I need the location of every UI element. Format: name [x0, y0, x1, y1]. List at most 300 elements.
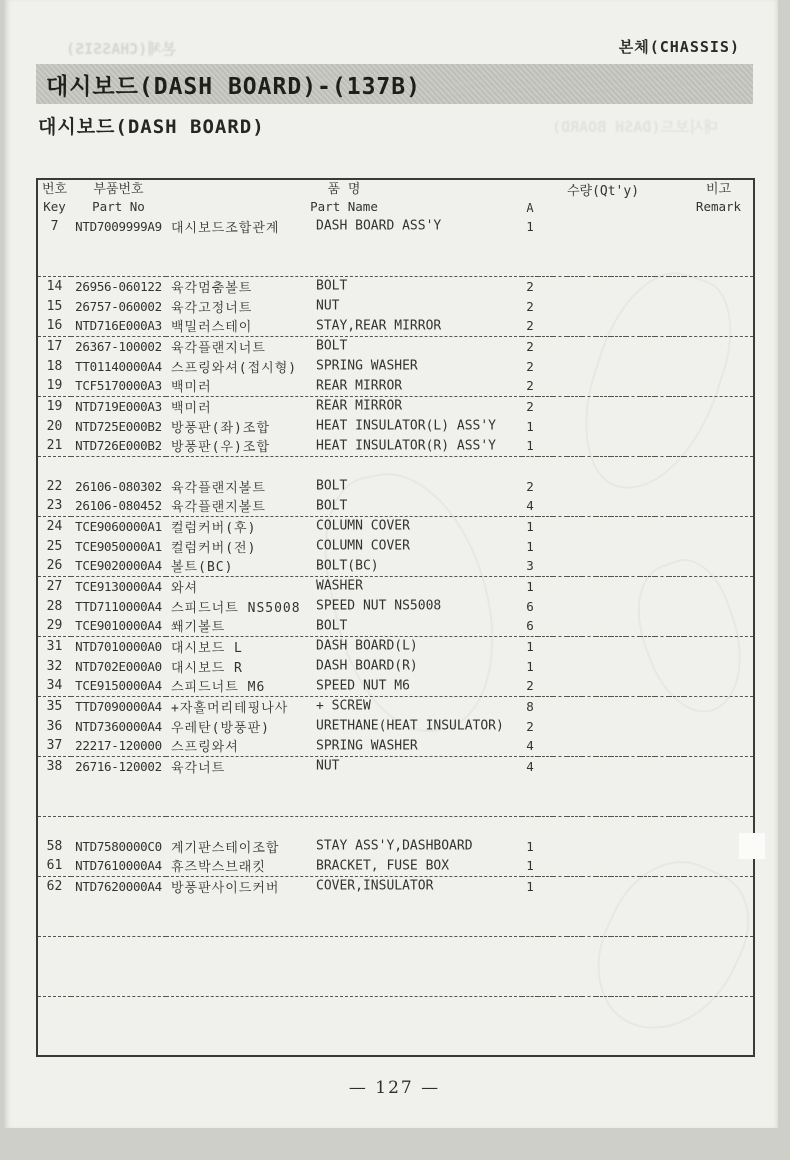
cell-remark	[684, 316, 754, 336]
part-name-english: DASH BOARD(L)	[316, 638, 418, 654]
cell-part-no: NTD7010000A0	[71, 636, 166, 656]
cell-qty-blank	[626, 1036, 641, 1056]
cell-qty-blank	[538, 536, 553, 556]
cell-qty-blank	[640, 636, 655, 656]
cell-qty-blank	[655, 996, 670, 1016]
col-header-part-no-kr: 부품번호	[93, 182, 144, 197]
cell-qty-blank	[655, 316, 670, 336]
cell-remark	[684, 256, 754, 276]
col-header-qty-blank	[553, 199, 568, 216]
cell-qty-blank	[626, 476, 641, 496]
cell-qty-blank	[611, 216, 626, 236]
cell-qty-blank	[640, 736, 655, 756]
cell-qty-a	[522, 956, 538, 976]
cell-qty-blank	[669, 576, 684, 596]
cell-remark	[684, 616, 754, 636]
cell-qty-blank	[669, 1016, 684, 1036]
cell-part-no: TCE9050000A1	[75, 538, 162, 554]
table-row	[37, 536, 754, 556]
cell-qty-blank	[640, 436, 655, 456]
cell-qty-blank	[553, 596, 568, 616]
cell-qty-blank	[626, 836, 641, 856]
cell-qty-blank	[553, 1036, 568, 1056]
cell-key: 27	[37, 576, 71, 596]
cell-qty-blank	[538, 436, 553, 456]
cell-qty-blank	[655, 456, 670, 476]
cell-qty-blank	[640, 576, 655, 596]
cell-qty-blank	[669, 676, 684, 696]
cell-qty-blank	[669, 696, 684, 716]
cell-key: 58	[46, 838, 63, 854]
cell-qty-blank	[582, 836, 597, 856]
cell-key: 15	[46, 298, 63, 314]
cell-part-no: 26956-060122	[71, 276, 166, 296]
cell-qty-blank	[582, 616, 597, 636]
cell-part-name	[166, 536, 522, 556]
cell-qty-blank	[567, 316, 582, 336]
cell-qty-a: 1	[522, 876, 538, 896]
col-header-qty-blank	[640, 199, 655, 216]
cell-qty-blank	[596, 696, 611, 716]
cell-qty-a: 8	[522, 696, 538, 716]
cell-qty-a	[522, 896, 538, 916]
cell-qty-blank	[596, 496, 611, 516]
cell-qty-blank	[640, 276, 655, 296]
cell-qty-blank	[567, 896, 582, 916]
cell-qty-blank	[626, 676, 641, 696]
cell-part-name	[166, 476, 522, 496]
cell-part-no: TCE9060000A1	[71, 516, 166, 536]
cell-qty-blank	[538, 216, 553, 236]
part-name-english: WASHER	[316, 578, 363, 594]
cell-qty-blank	[626, 636, 641, 656]
table-row	[37, 616, 754, 636]
cell-qty-blank	[640, 936, 655, 956]
cell-qty-blank	[611, 796, 626, 816]
cell-qty-blank	[669, 316, 684, 336]
col-header-qty-blank	[567, 199, 582, 216]
scanned-page	[4, 0, 778, 1128]
cell-qty-blank	[553, 656, 568, 676]
cell-qty-blank	[640, 336, 655, 356]
cell-qty-blank	[567, 336, 582, 356]
cell-qty-a	[522, 976, 538, 996]
cell-part-name	[166, 816, 522, 836]
cell-qty-blank	[538, 856, 553, 876]
cell-qty-blank	[655, 636, 670, 656]
cell-qty-blank	[611, 816, 626, 836]
cell-qty-blank	[611, 996, 626, 1016]
cell-qty-blank	[655, 876, 670, 896]
cell-remark	[684, 476, 754, 496]
cell-qty-blank	[626, 736, 641, 756]
cell-key: 28	[46, 598, 63, 614]
cell-part-no: TCE9010000A4	[75, 618, 162, 634]
cell-qty-blank	[611, 576, 626, 596]
cell-qty-blank	[553, 996, 568, 1016]
cell-qty-blank	[655, 936, 670, 956]
cell-qty-blank	[567, 356, 582, 376]
cell-qty-blank	[669, 276, 684, 296]
col-header-remark-kr: 비고	[705, 182, 732, 197]
cell-qty-blank	[626, 496, 641, 516]
cell-key	[37, 456, 71, 476]
cell-qty-blank	[582, 1016, 597, 1036]
cell-part-name	[166, 776, 522, 796]
cell-key: 16	[46, 318, 63, 334]
cell-remark	[684, 776, 754, 796]
cell-part-no: 26367-100002	[71, 336, 166, 356]
cell-qty-blank	[567, 936, 582, 956]
part-name-english: BOLT	[316, 498, 348, 514]
cell-qty-blank	[567, 236, 582, 256]
cell-qty-blank	[626, 876, 641, 896]
cell-remark	[684, 736, 754, 756]
cell-key	[37, 976, 71, 996]
part-name-english: BOLT	[316, 338, 348, 354]
cell-qty-blank	[626, 616, 641, 636]
cell-qty-a: 2	[526, 718, 534, 734]
cell-key	[37, 996, 71, 1016]
cell-part-name	[166, 336, 522, 356]
cell-remark	[684, 756, 754, 776]
cell-remark	[684, 636, 754, 656]
cell-qty-blank	[640, 496, 655, 516]
part-name-korean: 휴즈박스브래킷	[171, 860, 266, 876]
cell-qty-blank	[611, 756, 626, 776]
cell-qty-blank	[669, 836, 684, 856]
cell-qty-blank	[596, 596, 611, 616]
cell-part-name	[166, 916, 522, 936]
cell-qty-a: 4	[526, 498, 534, 514]
table-row	[37, 376, 754, 396]
cell-qty-blank	[567, 636, 582, 656]
cell-remark	[684, 996, 754, 1016]
cell-qty-blank	[611, 616, 626, 636]
cell-qty-blank	[655, 336, 670, 356]
cell-qty-blank	[655, 736, 670, 756]
cell-qty-blank	[538, 836, 553, 856]
cell-qty-a: 1	[526, 418, 534, 434]
cell-qty-blank	[626, 896, 641, 916]
cell-part-name	[166, 656, 522, 676]
cell-part-no	[71, 256, 166, 276]
cell-qty-blank	[553, 216, 568, 236]
cell-qty-blank	[582, 856, 597, 876]
cell-key: 29	[46, 618, 63, 634]
cell-qty-a: 6	[526, 618, 534, 634]
table-row-empty	[37, 976, 754, 996]
cell-qty-blank	[596, 476, 611, 496]
cell-qty-blank	[640, 616, 655, 636]
cell-part-no: TTD7090000A4	[71, 696, 166, 716]
part-name-english: BOLT	[316, 478, 348, 494]
part-name-korean: 컬럼커버(후)	[171, 520, 257, 536]
cell-qty-blank	[553, 976, 568, 996]
cell-qty-blank	[582, 456, 597, 476]
cell-qty-blank	[553, 736, 568, 756]
cell-qty-blank	[553, 756, 568, 776]
col-header-key	[37, 179, 71, 216]
cell-qty-blank	[553, 276, 568, 296]
cell-qty-blank	[611, 256, 626, 276]
col-header-qty-blank	[669, 199, 684, 216]
cell-qty-blank	[582, 356, 597, 376]
table-row-empty	[37, 236, 754, 256]
cell-qty-blank	[669, 716, 684, 736]
cell-qty-blank	[538, 936, 553, 956]
cell-qty-blank	[538, 1036, 553, 1056]
cell-qty-blank	[596, 636, 611, 656]
cell-qty-a: 1	[526, 218, 534, 234]
cell-qty-blank	[669, 356, 684, 376]
cell-qty-a: 6	[526, 598, 534, 614]
cell-qty-blank	[626, 296, 641, 316]
cell-qty-blank	[596, 836, 611, 856]
cell-qty-blank	[538, 256, 553, 276]
col-header-qty-blank	[655, 199, 670, 216]
cell-part-name	[166, 616, 522, 636]
cell-qty-blank	[596, 796, 611, 816]
cell-qty-blank	[611, 516, 626, 536]
cell-qty-blank	[596, 396, 611, 416]
cell-qty-blank	[655, 596, 670, 616]
cell-qty-blank	[596, 876, 611, 896]
part-name-korean: 방풍판(좌)조합	[171, 420, 271, 436]
cell-qty-blank	[626, 956, 641, 976]
table-row	[37, 296, 754, 316]
cell-qty-blank	[626, 796, 641, 816]
page-number: — 127 —	[348, 1078, 441, 1098]
cell-qty-blank	[655, 216, 670, 236]
part-name-english: BRACKET, FUSE BOX	[316, 858, 450, 874]
cell-qty-blank	[582, 516, 597, 536]
col-header-qty-blank	[626, 199, 641, 216]
col-header-remark-en: Remark	[695, 199, 742, 214]
cell-qty-blank	[596, 1036, 611, 1056]
part-name-korean: 육각너트	[171, 760, 226, 776]
cell-qty-blank	[626, 1016, 641, 1036]
cell-qty-blank	[553, 616, 568, 636]
cell-qty-blank	[640, 776, 655, 796]
cell-qty-blank	[567, 376, 582, 396]
cell-qty-blank	[567, 756, 582, 776]
cell-qty-blank	[669, 876, 684, 896]
cell-qty-blank	[611, 316, 626, 336]
cell-qty-blank	[596, 676, 611, 696]
cell-qty-blank	[626, 556, 641, 576]
cell-remark	[684, 716, 754, 736]
cell-qty-blank	[538, 336, 553, 356]
cell-qty-blank	[538, 996, 553, 1016]
cell-qty-blank	[553, 516, 568, 536]
col-header-qty-blank	[611, 199, 626, 216]
cell-part-no: 22217-120000	[75, 738, 162, 754]
part-name-english: NUT	[316, 298, 340, 314]
table-row	[37, 476, 754, 496]
page-title: 대시보드(DASH BOARD)-(137B)	[46, 73, 421, 100]
cell-part-name	[166, 1016, 522, 1036]
cell-qty-blank	[640, 676, 655, 696]
cell-qty-blank	[567, 416, 582, 436]
cell-qty-blank	[582, 436, 597, 456]
cell-qty-blank	[553, 236, 568, 256]
cell-qty-blank	[640, 296, 655, 316]
cell-qty-blank	[582, 496, 597, 516]
cell-qty-blank	[640, 916, 655, 936]
cell-qty-blank	[596, 216, 611, 236]
cell-key: 20	[46, 418, 63, 434]
table-row-empty	[37, 1036, 754, 1056]
cell-key	[37, 896, 71, 916]
cell-qty-blank	[640, 956, 655, 976]
cell-qty-blank	[669, 436, 684, 456]
cell-part-no: 26757-060002	[75, 298, 162, 314]
cell-qty-blank	[611, 436, 626, 456]
table-row	[37, 316, 754, 336]
cell-qty-blank	[538, 576, 553, 596]
cell-key	[37, 256, 71, 276]
cell-key: 32	[46, 658, 63, 674]
part-name-korean: 볼트(BC)	[171, 560, 234, 576]
cell-qty-blank	[553, 536, 568, 556]
cell-remark	[684, 856, 754, 876]
cell-qty-blank	[626, 416, 641, 436]
cell-qty-a: 3	[526, 558, 534, 574]
cell-qty-blank	[669, 336, 684, 356]
cell-qty-blank	[669, 856, 684, 876]
cell-qty-blank	[582, 1036, 597, 1056]
cell-qty-blank	[640, 976, 655, 996]
cell-qty-blank	[596, 1016, 611, 1036]
cell-key: 21	[46, 438, 63, 454]
cell-qty-a: 1	[522, 636, 538, 656]
cell-qty-blank	[538, 756, 553, 776]
cell-qty-blank	[611, 276, 626, 296]
cell-qty-blank	[553, 336, 568, 356]
cell-qty-blank	[669, 736, 684, 756]
cell-qty-blank	[611, 496, 626, 516]
cell-qty-blank	[553, 716, 568, 736]
cell-qty-a: 2	[526, 678, 534, 694]
cell-qty-blank	[655, 396, 670, 416]
cell-part-no: NTD725E000B2	[75, 418, 162, 434]
cell-qty-a	[522, 1016, 538, 1036]
cell-qty-a: 2	[526, 318, 534, 334]
cell-part-name	[166, 996, 522, 1016]
cell-qty-blank	[553, 896, 568, 916]
cell-part-name	[166, 456, 522, 476]
cell-qty-blank	[611, 736, 626, 756]
cell-qty-blank	[582, 256, 597, 276]
cell-part-no	[71, 1036, 166, 1056]
cell-qty-blank	[596, 276, 611, 296]
cell-part-no: TTD7110000A4	[75, 598, 162, 614]
cell-qty-blank	[640, 416, 655, 436]
cell-part-name	[166, 276, 522, 296]
part-name-english: HEAT INSULATOR(R) ASS'Y	[316, 438, 497, 454]
cell-qty-blank	[655, 796, 670, 816]
cell-qty-blank	[669, 816, 684, 836]
cell-qty-blank	[596, 956, 611, 976]
cell-key	[37, 916, 71, 936]
cell-qty-blank	[582, 976, 597, 996]
table-row	[37, 336, 754, 356]
cell-qty-blank	[626, 336, 641, 356]
cell-qty-blank	[655, 576, 670, 596]
cell-qty-blank	[553, 836, 568, 856]
cell-remark	[684, 1016, 754, 1036]
cell-qty-blank	[596, 536, 611, 556]
cell-qty-blank	[553, 496, 568, 516]
cell-qty-blank	[582, 556, 597, 576]
cell-qty-blank	[626, 236, 641, 256]
cell-part-name	[166, 936, 522, 956]
cell-qty-blank	[596, 356, 611, 376]
part-name-english: DASH BOARD(R)	[316, 658, 418, 674]
cell-key: 22	[46, 478, 63, 494]
cell-qty-blank	[596, 616, 611, 636]
cell-qty-blank	[567, 836, 582, 856]
cell-qty-blank	[567, 676, 582, 696]
cell-qty-blank	[553, 256, 568, 276]
cell-qty-blank	[626, 976, 641, 996]
cell-qty-blank	[538, 696, 553, 716]
cell-qty-blank	[596, 936, 611, 956]
cell-qty-blank	[626, 396, 641, 416]
col-header-part-name-kr: 품 명	[327, 182, 361, 197]
cell-qty-blank	[538, 716, 553, 736]
cell-qty-blank	[655, 756, 670, 776]
part-name-english: SPRING WASHER	[316, 358, 418, 374]
table-row-empty	[37, 796, 754, 816]
part-name-korean: 육각고정너트	[171, 300, 253, 316]
cell-qty-blank	[567, 456, 582, 476]
cell-remark	[684, 796, 754, 816]
cell-qty-a: 4	[526, 738, 534, 754]
cell-part-no: TCE9130000A4	[71, 576, 166, 596]
table-row-empty	[37, 816, 754, 836]
cell-qty-blank	[538, 676, 553, 696]
cell-key	[37, 816, 71, 836]
part-name-korean: 스프링와셔(접시형)	[171, 360, 298, 376]
cell-remark	[684, 896, 754, 916]
cell-key	[37, 776, 71, 796]
part-name-korean: 방풍판사이드커버	[171, 880, 280, 896]
cell-qty-blank	[669, 536, 684, 556]
cell-qty-blank	[582, 676, 597, 696]
table-row	[37, 556, 754, 576]
cell-qty-blank	[582, 416, 597, 436]
cell-qty-a: 1	[522, 576, 538, 596]
cell-key	[37, 1036, 71, 1056]
cell-qty-blank	[596, 856, 611, 876]
cell-qty-blank	[567, 696, 582, 716]
cell-qty-blank	[567, 616, 582, 636]
cell-part-name	[166, 1036, 522, 1056]
cell-qty-a: 2	[526, 298, 534, 314]
cell-remark	[684, 296, 754, 316]
cell-qty-blank	[596, 656, 611, 676]
cell-remark	[684, 336, 754, 356]
cell-qty-blank	[611, 536, 626, 556]
cell-qty-blank	[538, 876, 553, 896]
cell-qty-blank	[582, 696, 597, 716]
cell-qty-a: 4	[522, 756, 538, 776]
cell-qty-blank	[538, 636, 553, 656]
col-header-part-no	[71, 179, 166, 216]
cell-part-name	[166, 876, 522, 896]
